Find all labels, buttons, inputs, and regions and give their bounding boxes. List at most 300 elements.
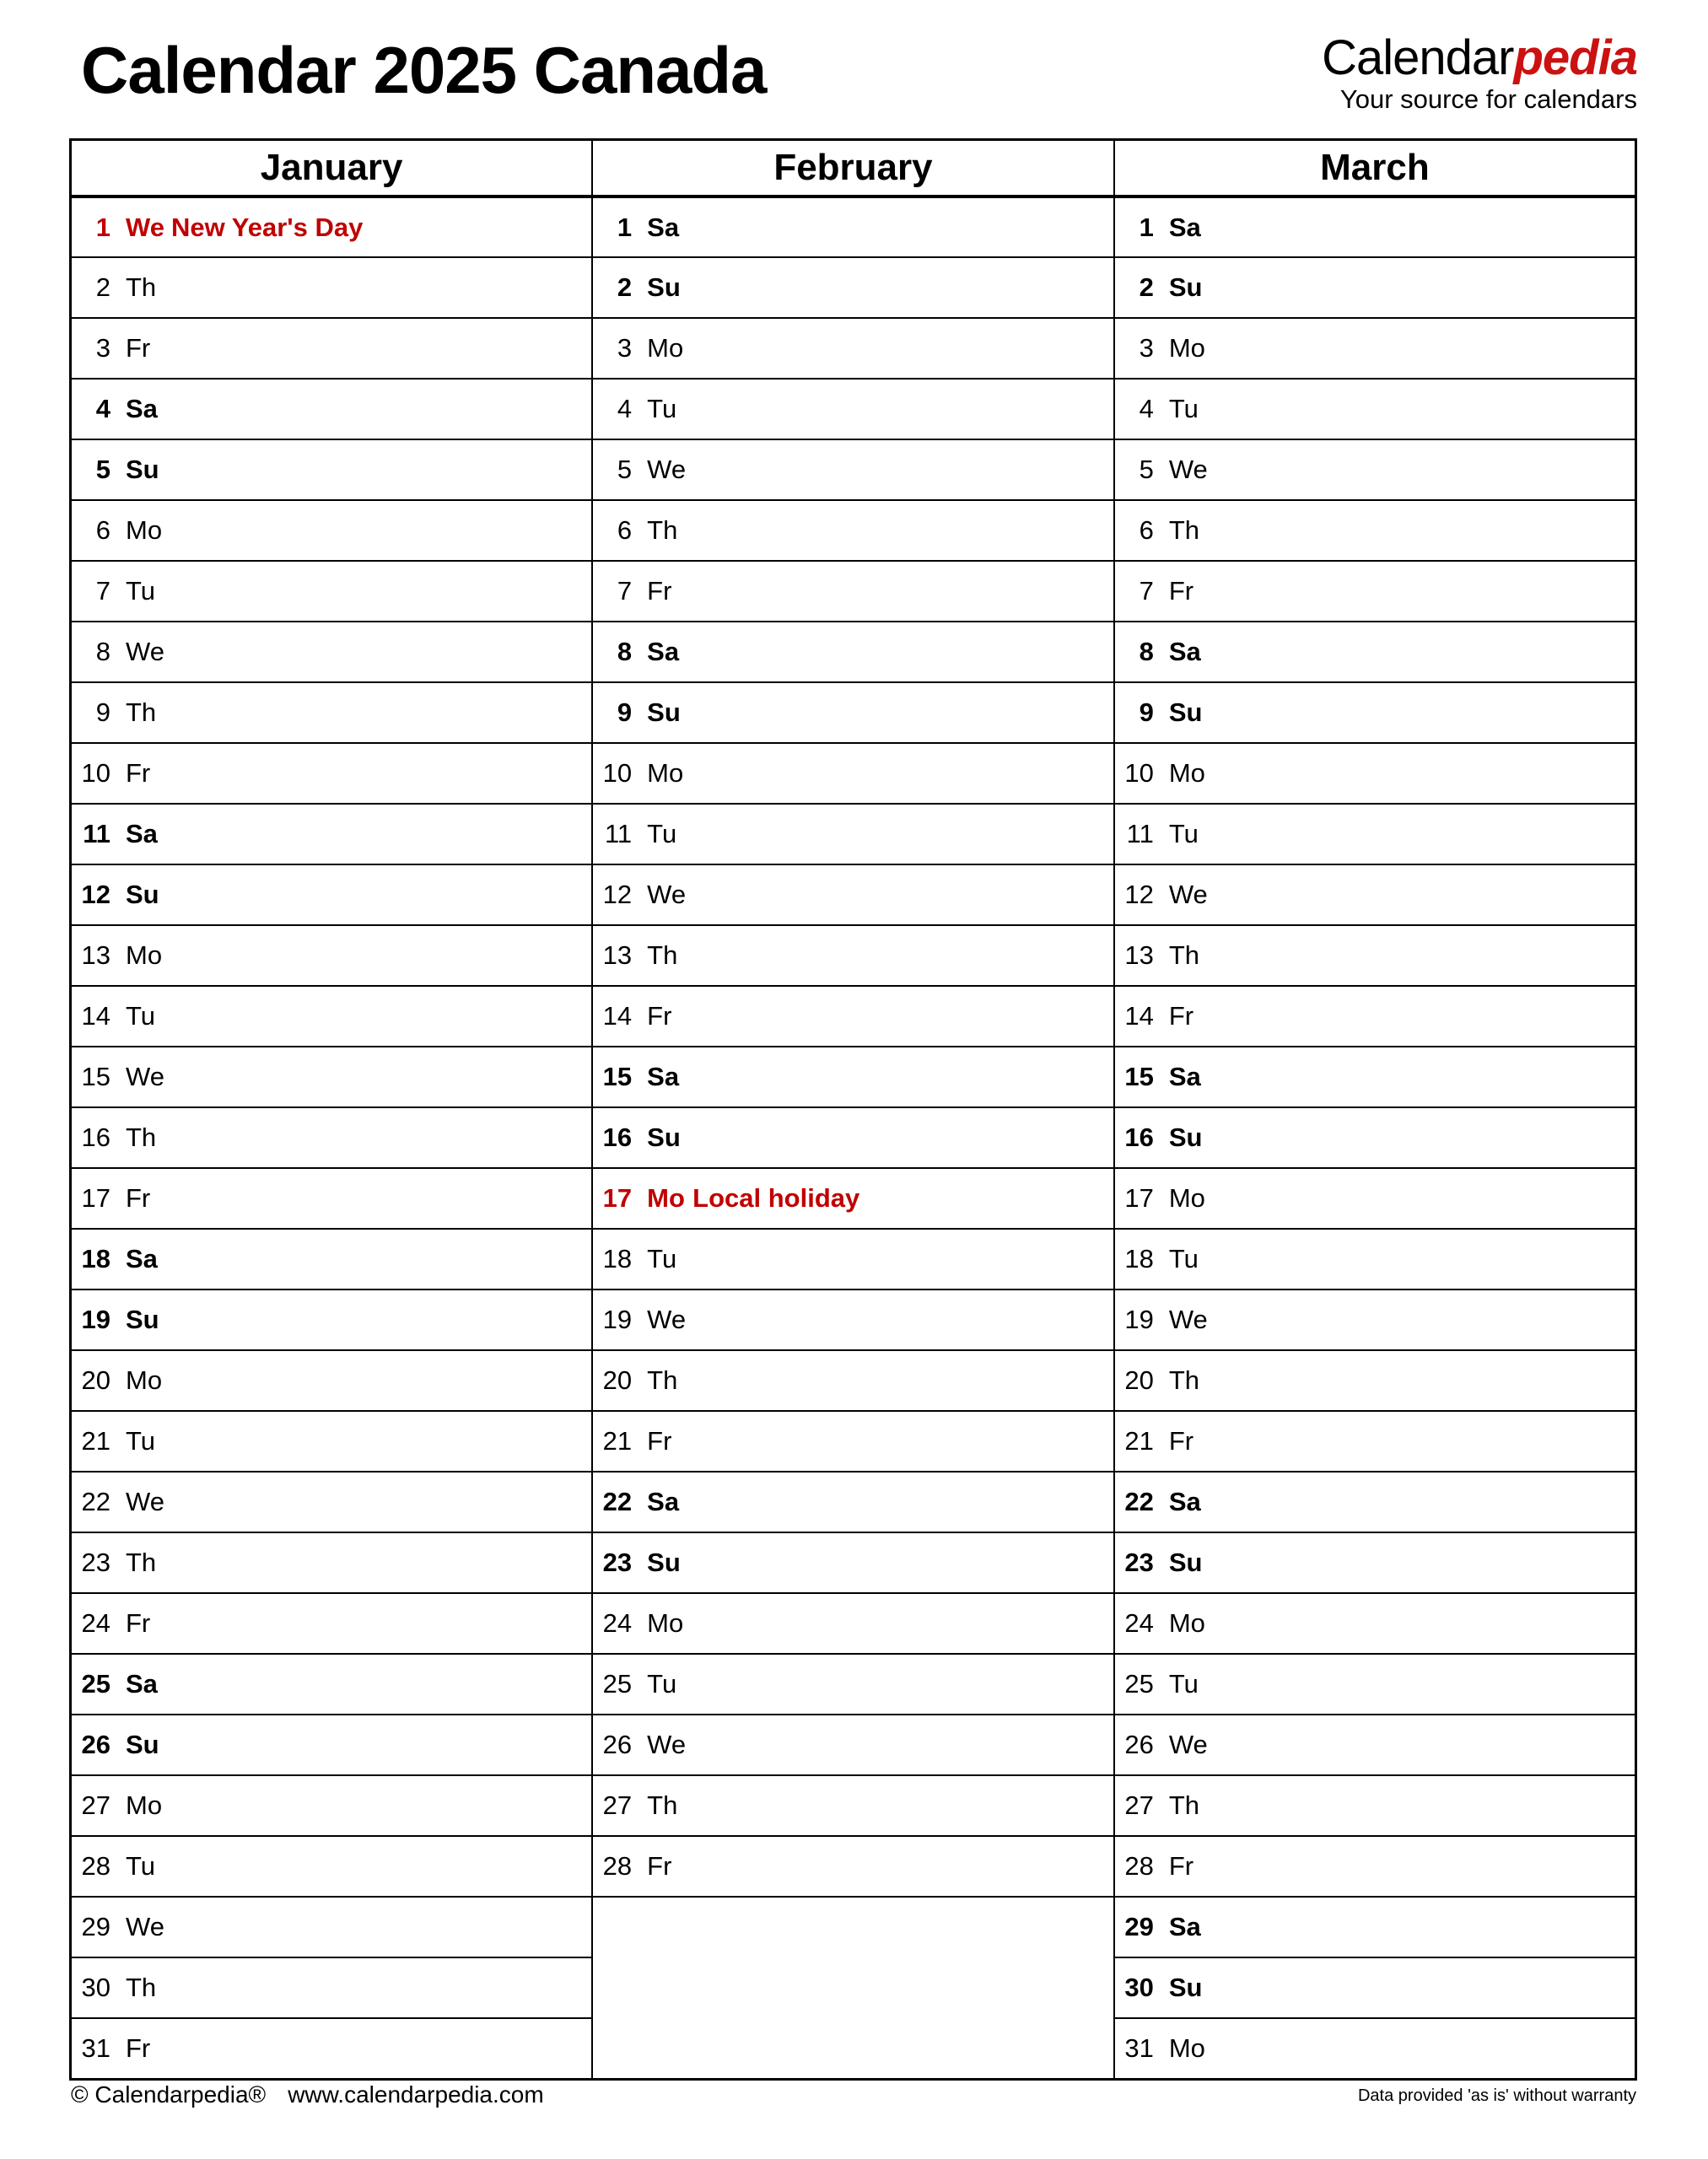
day-cell-january-1 <box>71 197 593 257</box>
day-cell-content <box>593 1548 1113 1578</box>
day-cell-content <box>1115 697 1635 728</box>
day-number: 28 <box>81 1851 110 1881</box>
day-number: 9 <box>1139 697 1154 727</box>
day-cell-content <box>72 1851 591 1882</box>
day-cell-february-27 <box>592 1775 1114 1836</box>
day-cell-march-22 <box>1114 1472 1636 1532</box>
calendar-row-10 <box>71 743 1636 804</box>
day-cell-content <box>593 1487 1113 1517</box>
weekday-abbr: Fr <box>1168 1851 1194 1881</box>
day-number: 8 <box>617 637 633 666</box>
day-cell-february-2 <box>592 257 1114 318</box>
weekday-abbr: Mo <box>647 1183 685 1213</box>
weekday-abbr: We <box>126 1062 164 1091</box>
day-cell-content <box>72 940 591 971</box>
weekday-abbr: Sa <box>126 819 158 848</box>
day-cell-february-6 <box>592 500 1114 561</box>
day-number: 25 <box>1124 1669 1154 1699</box>
day-cell-content <box>72 455 591 485</box>
day-cell-january-12 <box>71 864 593 925</box>
weekday-abbr: Th <box>1168 515 1199 545</box>
day-cell-march-14 <box>1114 986 1636 1047</box>
day-number: 4 <box>617 394 633 423</box>
calendar-row-23 <box>71 1532 1636 1593</box>
weekday-abbr: Su <box>126 455 159 484</box>
day-cell-content <box>72 1305 591 1335</box>
calendar-row-3 <box>71 318 1636 379</box>
day-cell-january-14 <box>71 986 593 1047</box>
day-number: 3 <box>1139 333 1154 363</box>
calendar-table <box>69 138 1637 2081</box>
day-number: 22 <box>1124 1487 1154 1516</box>
day-number: 5 <box>617 455 633 484</box>
day-cell-march-6 <box>1114 500 1636 561</box>
weekday-abbr: Su <box>647 272 681 302</box>
weekday-abbr: Fr <box>126 1608 151 1638</box>
day-number: 27 <box>602 1790 633 1820</box>
day-cell-content <box>1115 1305 1635 1335</box>
weekday-abbr: Su <box>1168 1123 1203 1152</box>
day-cell-march-25 <box>1114 1654 1636 1715</box>
day-cell-content <box>72 1244 591 1274</box>
weekday-abbr: We <box>126 1487 164 1516</box>
day-number: 23 <box>602 1548 633 1577</box>
calendar-row-28 <box>71 1836 1636 1897</box>
weekday-abbr: Su <box>647 1548 681 1577</box>
weekday-abbr: Sa <box>1168 212 1201 242</box>
day-cell-march-11 <box>1114 804 1636 864</box>
day-cell-content <box>1115 1912 1635 1942</box>
day-number: 19 <box>1124 1305 1154 1334</box>
day-cell-content <box>593 637 1113 667</box>
day-cell-february-18 <box>592 1229 1114 1289</box>
calendar-row-22 <box>71 1472 1636 1532</box>
day-cell-content <box>72 1730 591 1760</box>
day-cell-content <box>72 1183 591 1214</box>
day-cell-january-10 <box>71 743 593 804</box>
day-cell-march-21 <box>1114 1411 1636 1472</box>
day-number: 18 <box>602 1244 633 1273</box>
weekday-abbr: We <box>647 1730 687 1759</box>
day-cell-content <box>1115 272 1635 303</box>
day-cell-march-9 <box>1114 682 1636 743</box>
weekday-abbr: Tu <box>126 1851 156 1881</box>
day-cell-february-19 <box>592 1289 1114 1350</box>
day-cell-february-14 <box>592 986 1114 1047</box>
day-cell-content <box>72 213 591 243</box>
weekday-abbr: Sa <box>1168 1487 1201 1516</box>
day-number: 10 <box>1124 758 1154 788</box>
day-cell-march-28 <box>1114 1836 1636 1897</box>
day-cell-march-4 <box>1114 379 1636 439</box>
day-number: 11 <box>604 819 633 848</box>
day-cell-content <box>72 637 591 667</box>
day-number: 26 <box>1124 1730 1154 1759</box>
day-cell-content <box>1115 333 1635 363</box>
weekday-abbr: Mo <box>126 515 163 545</box>
day-cell-content <box>593 394 1113 424</box>
weekday-abbr: Su <box>1168 1973 1203 2002</box>
footer-disclaimer: Data provided 'as is' without warranty <box>1357 2086 1636 2105</box>
day-cell-february-16 <box>592 1107 1114 1168</box>
weekday-abbr: Tu <box>126 576 156 606</box>
day-number: 30 <box>1124 1973 1154 2002</box>
day-number: 22 <box>602 1487 633 1516</box>
calendar-row-16 <box>71 1107 1636 1168</box>
day-number: 13 <box>1124 940 1154 970</box>
day-cell-february-4 <box>592 379 1114 439</box>
calendar-row-8 <box>71 622 1636 682</box>
day-number: 17 <box>1124 1183 1154 1213</box>
day-cell-content <box>1115 1730 1635 1760</box>
weekday-abbr: Mo <box>647 333 684 363</box>
day-cell-content <box>72 1608 591 1639</box>
day-cell-march-23 <box>1114 1532 1636 1593</box>
day-cell-march-20 <box>1114 1350 1636 1411</box>
day-cell-february-8 <box>592 622 1114 682</box>
day-cell-content <box>72 1912 591 1942</box>
footer-url[interactable]: www.calendarpedia.com <box>288 2081 544 2108</box>
day-number: 24 <box>1124 1608 1154 1638</box>
empty-cell-february <box>592 1897 1114 2079</box>
day-cell-january-18 <box>71 1229 593 1289</box>
day-cell-february-13 <box>592 925 1114 986</box>
weekday-abbr: Mo <box>1168 1608 1205 1638</box>
day-cell-content <box>1115 758 1635 789</box>
logo-text-red: pedia <box>1513 30 1637 85</box>
day-number: 2 <box>95 272 110 302</box>
day-number: 4 <box>1139 394 1154 423</box>
weekday-abbr: Sa <box>1168 1062 1201 1091</box>
day-number: 7 <box>95 576 110 606</box>
weekday-abbr: Th <box>126 697 157 727</box>
weekday-abbr: Tu <box>1168 1244 1199 1273</box>
calendar-row-24 <box>71 1593 1636 1654</box>
day-cell-content <box>593 1730 1113 1760</box>
weekday-abbr: Mo <box>1168 2032 1205 2063</box>
calendar-row-12 <box>71 864 1636 925</box>
day-number: 12 <box>602 880 633 909</box>
weekday-abbr: Th <box>126 272 157 302</box>
day-cell-content <box>72 333 591 363</box>
day-cell-content <box>593 1608 1113 1639</box>
day-number: 8 <box>1139 637 1154 666</box>
weekday-abbr: Su <box>1168 697 1203 727</box>
day-cell-content <box>1115 1183 1635 1214</box>
calendar-row-13 <box>71 925 1636 986</box>
day-cell-content <box>72 1487 591 1517</box>
holiday-label: Local holiday <box>692 1183 860 1213</box>
day-cell-content <box>1115 213 1635 243</box>
weekday-abbr: Tu <box>1168 819 1199 848</box>
day-cell-march-12 <box>1114 864 1636 925</box>
weekday-abbr: Mo <box>647 1608 684 1638</box>
weekday-abbr: We <box>647 880 687 909</box>
calendar-row-21 <box>71 1411 1636 1472</box>
day-cell-content <box>1115 2033 1635 2064</box>
day-cell-content <box>1115 819 1635 849</box>
day-number: 4 <box>95 394 110 423</box>
day-cell-content <box>72 1062 591 1092</box>
weekday-abbr: Th <box>1168 1790 1199 1820</box>
day-cell-content <box>1115 576 1635 606</box>
day-number: 23 <box>81 1548 110 1577</box>
day-number: 3 <box>617 333 633 363</box>
day-cell-january-29 <box>71 1897 593 1957</box>
weekday-abbr: Mo <box>126 1365 163 1395</box>
day-number: 28 <box>602 1851 633 1881</box>
day-number: 3 <box>95 333 110 363</box>
day-cell-content <box>593 1669 1113 1699</box>
day-number: 15 <box>1124 1062 1154 1091</box>
day-number: 19 <box>602 1305 633 1334</box>
calendar-row-11 <box>71 804 1636 864</box>
calendar-row-9 <box>71 682 1636 743</box>
weekday-abbr: Th <box>1168 1365 1199 1395</box>
day-number: 17 <box>81 1183 110 1213</box>
day-number: 31 <box>1124 2032 1154 2063</box>
day-number: 21 <box>81 1426 110 1456</box>
day-cell-march-31 <box>1114 2018 1636 2079</box>
calendarpedia-logo <box>1322 30 1637 114</box>
weekday-abbr: Su <box>647 697 681 727</box>
weekday-abbr: Su <box>126 880 159 909</box>
day-cell-content <box>593 697 1113 728</box>
day-cell-february-20 <box>592 1350 1114 1411</box>
day-cell-content <box>593 1244 1113 1274</box>
day-cell-march-5 <box>1114 439 1636 500</box>
weekday-abbr: We <box>126 637 164 666</box>
day-number: 22 <box>81 1487 110 1516</box>
day-number: 26 <box>81 1730 110 1759</box>
day-cell-content <box>1115 1548 1635 1578</box>
day-number: 24 <box>81 1608 110 1638</box>
calendar-row-17 <box>71 1168 1636 1229</box>
day-cell-january-24 <box>71 1593 593 1654</box>
day-cell-march-24 <box>1114 1593 1636 1654</box>
day-cell-february-25 <box>592 1654 1114 1715</box>
day-cell-february-7 <box>592 561 1114 622</box>
day-cell-january-19 <box>71 1289 593 1350</box>
day-number: 13 <box>81 940 110 970</box>
weekday-abbr: Su <box>1168 272 1203 302</box>
day-cell-january-5 <box>71 439 593 500</box>
day-cell-content <box>1115 515 1635 546</box>
day-cell-january-9 <box>71 682 593 743</box>
day-cell-content <box>1115 1608 1635 1639</box>
day-cell-january-26 <box>71 1715 593 1775</box>
calendar-row-19 <box>71 1289 1636 1350</box>
day-number: 10 <box>81 758 110 788</box>
day-cell-content <box>1115 1123 1635 1153</box>
calendar-row-20 <box>71 1350 1636 1411</box>
weekday-abbr: Mo <box>126 940 163 970</box>
day-cell-content <box>72 515 591 546</box>
day-cell-january-22 <box>71 1472 593 1532</box>
day-cell-content <box>72 2033 591 2064</box>
day-number: 9 <box>95 697 110 727</box>
day-cell-march-30 <box>1114 1957 1636 2018</box>
day-number: 12 <box>1124 880 1154 909</box>
day-cell-march-17 <box>1114 1168 1636 1229</box>
day-cell-content <box>1115 1062 1635 1092</box>
weekday-abbr: We <box>126 212 164 242</box>
day-cell-content <box>593 213 1113 243</box>
day-cell-content <box>593 1790 1113 1821</box>
day-cell-content <box>1115 1851 1635 1882</box>
weekday-abbr: Sa <box>1168 1912 1201 1941</box>
day-number: 30 <box>81 1973 110 2002</box>
day-cell-february-24 <box>592 1593 1114 1654</box>
day-cell-march-3 <box>1114 318 1636 379</box>
day-cell-content <box>72 394 591 424</box>
day-cell-content <box>72 1669 591 1699</box>
weekday-abbr: Fr <box>1168 1001 1194 1031</box>
weekday-abbr: Fr <box>1168 1426 1194 1456</box>
weekday-abbr: Th <box>647 940 678 970</box>
logo-tagline: Your source for calendars <box>1339 84 1637 114</box>
day-cell-content <box>593 515 1113 546</box>
day-number: 15 <box>602 1062 633 1091</box>
day-cell-february-3 <box>592 318 1114 379</box>
day-number: 5 <box>1139 455 1154 484</box>
day-cell-content <box>593 819 1113 849</box>
day-number: 18 <box>1124 1244 1154 1273</box>
day-cell-content <box>593 1062 1113 1092</box>
day-cell-content <box>1115 1790 1635 1821</box>
day-cell-content <box>593 1183 1113 1214</box>
day-cell-february-28 <box>592 1836 1114 1897</box>
day-cell-content <box>1115 1426 1635 1456</box>
day-cell-january-20 <box>71 1350 593 1411</box>
day-cell-content <box>593 333 1113 363</box>
day-cell-january-7 <box>71 561 593 622</box>
day-cell-january-17 <box>71 1168 593 1229</box>
day-cell-march-7 <box>1114 561 1636 622</box>
weekday-abbr: Fr <box>647 1426 672 1456</box>
day-number: 11 <box>83 819 110 848</box>
day-cell-february-26 <box>592 1715 1114 1775</box>
day-number: 20 <box>602 1365 633 1395</box>
day-cell-february-21 <box>592 1411 1114 1472</box>
day-cell-february-15 <box>592 1047 1114 1107</box>
day-cell-march-26 <box>1114 1715 1636 1775</box>
day-cell-january-16 <box>71 1107 593 1168</box>
day-cell-content <box>72 576 591 606</box>
weekday-abbr: Su <box>647 1123 681 1152</box>
weekday-abbr: Sa <box>647 1062 680 1091</box>
day-cell-content <box>72 1001 591 1031</box>
day-cell-january-11 <box>71 804 593 864</box>
weekday-abbr: Fr <box>1168 576 1194 606</box>
day-cell-content <box>1115 1973 1635 2003</box>
calendar-row-5 <box>71 439 1636 500</box>
month-header-january: January <box>71 140 593 197</box>
day-cell-content <box>1115 1244 1635 1274</box>
day-cell-february-23 <box>592 1532 1114 1593</box>
day-cell-march-1 <box>1114 197 1636 257</box>
weekday-abbr: Mo <box>1168 333 1205 363</box>
day-cell-january-25 <box>71 1654 593 1715</box>
day-cell-content <box>72 1548 591 1578</box>
day-number: 16 <box>1124 1123 1154 1152</box>
day-cell-january-6 <box>71 500 593 561</box>
weekday-abbr: Th <box>126 1548 157 1577</box>
day-number: 25 <box>81 1669 110 1699</box>
day-cell-content <box>72 1123 591 1153</box>
weekday-abbr: Tu <box>647 1244 677 1273</box>
day-cell-february-12 <box>592 864 1114 925</box>
day-cell-content <box>593 1305 1113 1335</box>
weekday-abbr: Th <box>647 515 678 545</box>
day-cell-content <box>1115 455 1635 485</box>
day-cell-february-17 <box>592 1168 1114 1229</box>
logo-wordmark <box>1322 30 1637 85</box>
weekday-abbr: Th <box>1168 940 1199 970</box>
day-cell-content <box>593 940 1113 971</box>
day-cell-content <box>72 272 591 303</box>
day-number: 15 <box>81 1062 110 1091</box>
day-number: 13 <box>602 940 633 970</box>
day-number: 21 <box>1124 1426 1154 1456</box>
day-number: 19 <box>81 1305 110 1334</box>
day-number: 27 <box>1124 1790 1154 1820</box>
calendar-row-1 <box>71 197 1636 257</box>
weekday-abbr: Fr <box>126 2032 151 2063</box>
weekday-abbr: We <box>1168 880 1208 909</box>
day-cell-february-10 <box>592 743 1114 804</box>
weekday-abbr: Th <box>647 1365 678 1395</box>
day-cell-content <box>1115 394 1635 424</box>
day-cell-march-13 <box>1114 925 1636 986</box>
day-number: 16 <box>602 1123 633 1152</box>
day-number: 7 <box>1139 576 1154 606</box>
day-number: 2 <box>617 272 633 302</box>
weekday-abbr: Fr <box>126 758 151 788</box>
weekday-abbr: We <box>647 1305 687 1334</box>
day-number: 11 <box>1126 819 1154 848</box>
day-number: 8 <box>95 637 110 666</box>
day-number: 6 <box>1139 515 1154 545</box>
day-cell-content <box>593 1001 1113 1031</box>
footer-copyright <box>71 2081 544 2108</box>
day-number: 1 <box>617 212 633 242</box>
weekday-abbr: Sa <box>126 1669 158 1699</box>
weekday-abbr: Fr <box>647 1851 672 1881</box>
day-number: 5 <box>95 455 110 484</box>
day-cell-content <box>593 1365 1113 1396</box>
day-cell-february-5 <box>592 439 1114 500</box>
day-cell-january-13 <box>71 925 593 986</box>
logo-text-black: Calendar <box>1322 30 1514 85</box>
day-number: 28 <box>1124 1851 1154 1881</box>
month-header-row <box>71 140 1636 197</box>
weekday-abbr: Tu <box>647 394 677 423</box>
weekday-abbr: Mo <box>1168 1183 1205 1213</box>
day-number: 24 <box>602 1608 633 1638</box>
weekday-abbr: Tu <box>647 819 677 848</box>
calendar-row-29 <box>71 1897 1636 1957</box>
day-cell-january-8 <box>71 622 593 682</box>
day-cell-march-18 <box>1114 1229 1636 1289</box>
weekday-abbr: We <box>1168 1730 1208 1759</box>
weekday-abbr: We <box>126 1912 164 1941</box>
day-cell-january-27 <box>71 1775 593 1836</box>
day-number: 14 <box>1124 1001 1154 1031</box>
day-number: 17 <box>602 1183 633 1213</box>
weekday-abbr: Su <box>126 1730 159 1759</box>
holiday-label: New Year's Day <box>171 212 364 242</box>
